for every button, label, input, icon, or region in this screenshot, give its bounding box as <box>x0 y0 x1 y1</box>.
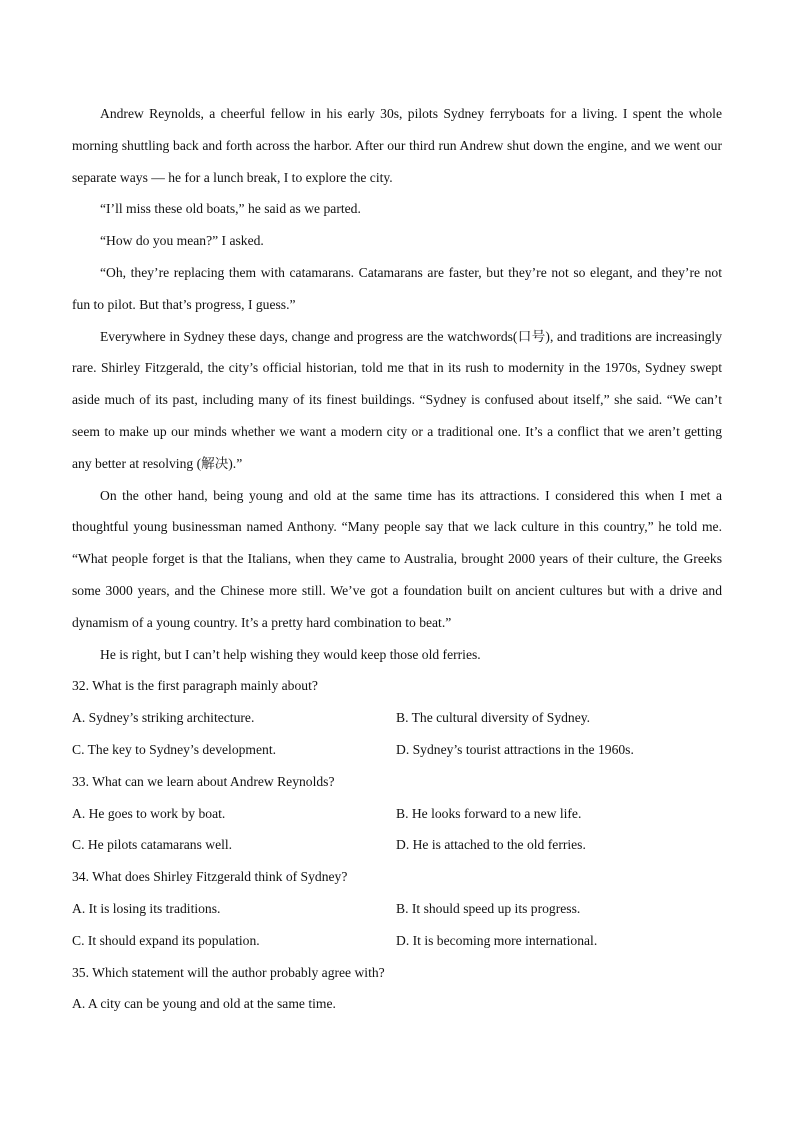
question-32-option-d: D. Sydney’s tourist attractions in the 1960s. <box>396 741 634 757</box>
question-33-option-c: C. He pilots catamarans well. <box>72 837 233 853</box>
question-34-option-b: B. It should speed up its progress. <box>396 900 581 916</box>
question-32-option-a: A. Sydney’s striking architecture. <box>72 710 255 726</box>
question-32-options <box>72 702 722 766</box>
passage-paragraph-3: “How do you mean?” I asked. <box>100 233 264 249</box>
question-33-option-b: B. He looks forward to a new life. <box>396 805 582 821</box>
question-34-option-a: A. It is losing its traditions. <box>72 900 221 916</box>
question-35-options <box>72 988 722 1020</box>
question-34-option-c: C. It should expand its population. <box>72 932 260 948</box>
passage-paragraph-2: “I’ll miss these old boats,” he said as we parted. <box>100 201 361 217</box>
passage-paragraph-1: Andrew Reynolds, a cheerful fellow in his early 30s, pilots Sydney ferryboats for a living. I spent the whole morning shuttling back and forth across the harbor. After our third run Andrew shut down the engine, and we went our separate ways — he for a lunch break, I to explore the city. <box>72 106 722 185</box>
question-35-option-a: A. A city can be young and old at the same time. <box>72 996 336 1012</box>
question-32-option-c: C. The key to Sydney’s development. <box>72 741 277 757</box>
question-33-option-a: A. He goes to work by boat. <box>72 805 226 821</box>
passage-paragraph-6: On the other hand, being young and old at the same time has its attractions. I considered this when I met a thoughtful young businessman named Anthony. “Many people say that we lack culture in this country,” he told me. “What people forget is that the Italians, when they came to Australia, brought 2000 years of their culture, the Greeks some 3000 years, and the Chinese more still. We’ve got a foundation built on ancient cultures but with a drive and dynamism of a young country. It’s a pretty hard combination to beat.” <box>72 487 722 630</box>
document-page <box>72 98 722 1020</box>
question-34-stem: 34. What does Shirley Fitzgerald think of Sydney? <box>72 869 348 885</box>
question-35-stem: 35. Which statement will the author probably agree with? <box>72 964 385 980</box>
question-33-option-d: D. He is attached to the old ferries. <box>396 837 586 853</box>
question-32-option-b: B. The cultural diversity of Sydney. <box>396 710 591 726</box>
question-32-stem: 32. What is the first paragraph mainly about? <box>72 678 318 694</box>
question-33-options <box>72 798 722 862</box>
passage-paragraph-7: He is right, but I can’t help wishing they would keep those old ferries. <box>100 646 481 662</box>
question-34-options <box>72 893 722 957</box>
passage-paragraph-5: Everywhere in Sydney these days, change and progress are the watchwords(口号), and traditions are increasingly rare. Shirley Fitzgerald, the city’s official historian, told me that in its rush to modernity in the 1970s, Sydney swept aside much of its past, including many of its finest buildings. “Sydney is confused about itself,” she said. “We can’t seem to make up our minds whether we want a modern city or a traditional one. It’s a conflict that we aren’t getting any better at resolving (解决).” <box>72 328 722 471</box>
question-33-stem: 33. What can we learn about Andrew Reynolds? <box>72 773 335 789</box>
passage-paragraph-4: “Oh, they’re replacing them with catamarans. Catamarans are faster, but they’re not so elegant, and they’re not fun to pilot. But that’s progress, I guess.” <box>72 264 722 312</box>
question-34-option-d: D. It is becoming more international. <box>396 932 598 948</box>
